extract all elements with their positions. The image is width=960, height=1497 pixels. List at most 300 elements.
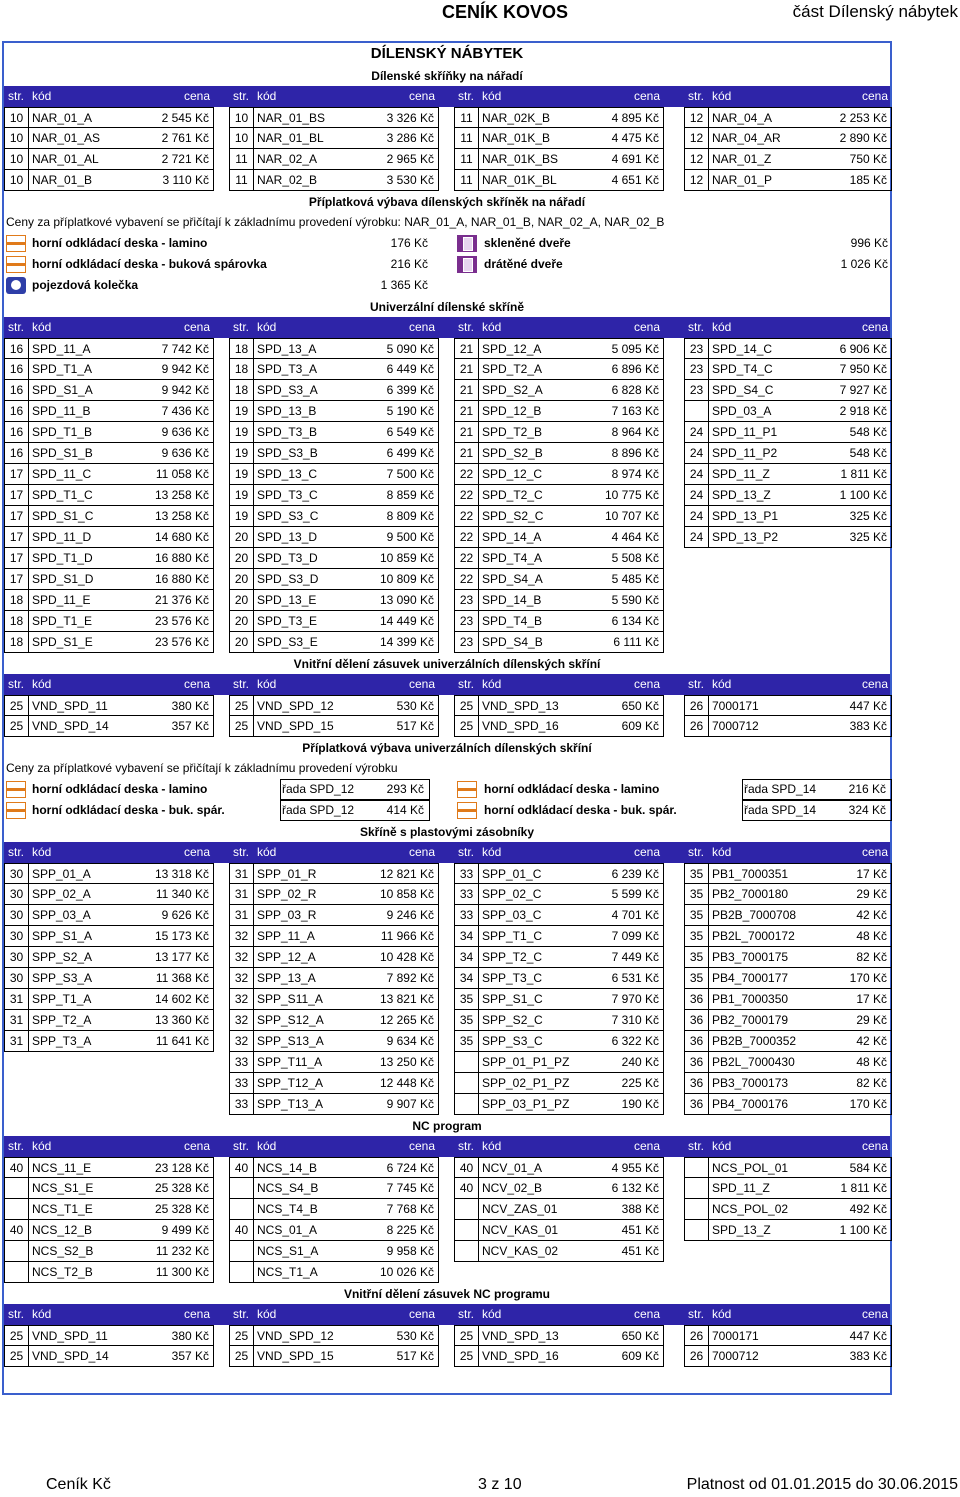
product-price: 6 399 Kč <box>386 383 434 397</box>
price-cell <box>4 590 214 611</box>
product-price: 8 225 Kč <box>386 1223 434 1237</box>
product-code: NCV_01_A <box>482 1161 543 1175</box>
product-price: 48 Kč <box>856 1055 887 1069</box>
product-code: 7000171 <box>712 1329 759 1343</box>
product-price: 8 964 Kč <box>611 425 659 439</box>
header-group <box>4 86 214 107</box>
product-price: 13 258 Kč <box>154 488 209 502</box>
option-price: 996 Kč <box>850 236 888 250</box>
product-price: 9 636 Kč <box>161 446 209 460</box>
product-price: 13 258 Kč <box>154 509 209 523</box>
product-code: SPP_02_A <box>32 887 91 901</box>
option-label: skleněné dveře <box>484 236 571 250</box>
product-price: 17 Kč <box>856 992 887 1006</box>
table-row <box>4 632 890 653</box>
page-ref: 10 <box>5 170 29 190</box>
page-ref: 21 <box>455 359 479 379</box>
table-row <box>4 359 890 380</box>
product-code: SPP_T1_C <box>482 929 543 943</box>
product-code: SPP_01_R <box>257 867 317 881</box>
page-ref: 10 <box>5 128 29 148</box>
page-ref: 26 <box>685 1346 709 1366</box>
page-ref: 40 <box>230 1158 254 1178</box>
price-cell <box>229 632 439 653</box>
page-ref: 12 <box>685 149 709 169</box>
header-kod: kód <box>482 845 502 859</box>
product-code: SPD_12_B <box>482 404 542 418</box>
product-code: SPP_S2_A <box>32 950 93 964</box>
product-code: NAR_04_A <box>712 111 773 125</box>
option-price: 1 026 Kč <box>840 257 888 271</box>
product-price: 447 Kč <box>849 699 887 713</box>
product-price: 12 821 Kč <box>379 867 434 881</box>
product-price: 2 253 Kč <box>839 111 887 125</box>
product-price: 3 286 Kč <box>386 131 434 145</box>
price-cell <box>454 611 664 632</box>
page-ref: 30 <box>5 864 29 884</box>
product-code: NCS_T1_E <box>32 1202 93 1216</box>
price-cell <box>4 1157 214 1178</box>
table-body <box>4 863 890 1115</box>
option-price: 293 Kč <box>386 782 424 796</box>
product-price: 2 761 Kč <box>161 131 209 145</box>
table-header <box>4 674 890 695</box>
page-ref <box>455 1073 479 1093</box>
product-code: 7000712 <box>712 719 759 733</box>
lamino-board-icon <box>6 781 26 798</box>
lamino-board-icon <box>457 802 477 819</box>
product-price: 2 965 Kč <box>386 152 434 166</box>
table-row <box>4 926 890 947</box>
price-cell <box>4 338 214 359</box>
table-row <box>4 1031 890 1052</box>
product-code: PB2B_7000352 <box>712 1034 797 1048</box>
product-price: 3 110 Kč <box>162 173 209 187</box>
table-header <box>4 1304 890 1325</box>
page-ref: 32 <box>230 989 254 1009</box>
price-cell <box>4 1031 214 1052</box>
price-cell <box>454 863 664 884</box>
product-price: 2 918 Kč <box>839 404 887 418</box>
page-ref: 35 <box>685 947 709 967</box>
product-price: 6 111 Kč <box>613 635 659 649</box>
price-cell <box>684 1346 892 1367</box>
header-group <box>454 1304 664 1325</box>
product-price: 225 Kč <box>621 1076 659 1090</box>
price-cell <box>229 569 439 590</box>
price-cell <box>454 1178 664 1199</box>
product-price: 15 173 Kč <box>154 929 209 943</box>
option-series: řada SPD_14 <box>744 782 817 796</box>
product-code: SPP_T3_C <box>482 971 543 985</box>
header-str: str. <box>8 320 25 334</box>
header-str: str. <box>688 89 705 103</box>
page-ref: 11 <box>230 149 254 169</box>
option-label: horní odkládací deska - buk. spár. <box>484 803 677 817</box>
price-cell <box>4 1241 214 1262</box>
page-ref: 22 <box>455 506 479 526</box>
option-label: drátěné dveře <box>484 257 563 271</box>
page-ref: 34 <box>455 926 479 946</box>
page-ref: 32 <box>230 947 254 967</box>
header-cena: cena <box>408 845 435 859</box>
product-code: PB2_7000179 <box>712 1013 789 1027</box>
price-cell <box>229 716 439 737</box>
page-ref: 31 <box>5 989 29 1009</box>
product-code: NAR_01_Z <box>712 152 772 166</box>
page-ref: 33 <box>455 864 479 884</box>
header-kod: kód <box>482 677 502 691</box>
product-code: SPD_T2_C <box>482 488 543 502</box>
header-str: str. <box>458 1139 475 1153</box>
page-ref: 21 <box>455 339 479 359</box>
page-ref: 16 <box>5 443 29 463</box>
product-code: SPD_S3_C <box>257 509 319 523</box>
price-cell <box>4 380 214 401</box>
product-code: SPP_S1_A <box>32 929 93 943</box>
product-code: SPD_S1_B <box>32 446 93 460</box>
page-ref: 36 <box>685 989 709 1009</box>
product-price: 6 134 Kč <box>611 614 659 628</box>
price-cell <box>4 1178 214 1199</box>
product-code: SPP_03_A <box>32 908 91 922</box>
section-title: Vnitřní dělení zásuvek univerzálních dílenských skříní <box>293 657 601 671</box>
price-cell <box>4 1346 214 1367</box>
product-code: SPP_03_R <box>257 908 317 922</box>
page-ref: 10 <box>230 108 254 128</box>
product-price: 650 Kč <box>621 1329 659 1343</box>
page-ref: 25 <box>230 696 254 716</box>
header-kod: kód <box>482 89 502 103</box>
price-cell <box>229 1241 439 1262</box>
price-cell <box>684 884 892 905</box>
page-ref: 11 <box>455 149 479 169</box>
header-kod: kód <box>482 1139 502 1153</box>
product-price: 10 858 Kč <box>379 887 434 901</box>
page-ref <box>685 1178 709 1198</box>
header-kod: kód <box>712 1307 732 1321</box>
header-kod: kód <box>32 89 52 103</box>
product-code: NCS_T1_A <box>257 1265 318 1279</box>
header-kod: kód <box>32 1307 52 1321</box>
product-price: 1 811 Kč <box>840 467 887 481</box>
table-row <box>4 947 890 968</box>
product-price: 6 828 Kč <box>611 383 659 397</box>
glass-door-icon <box>457 235 477 252</box>
product-code: SPD_11_Z <box>712 1181 770 1195</box>
page-ref <box>230 1178 254 1198</box>
price-cell <box>454 968 664 989</box>
product-price: 13 318 Kč <box>154 867 209 881</box>
page-ref: 12 <box>685 170 709 190</box>
table-row <box>4 611 890 632</box>
header-group <box>229 317 439 338</box>
price-cell <box>229 170 439 191</box>
price-cell <box>454 527 664 548</box>
product-code: PB2L_7000172 <box>712 929 795 943</box>
price-cell <box>4 107 214 128</box>
product-price: 6 499 Kč <box>386 446 434 460</box>
product-price: 17 Kč <box>856 867 887 881</box>
option-label: horní odkládací deska - lamino <box>484 782 660 796</box>
price-cell <box>454 926 664 947</box>
page-ref: 16 <box>5 380 29 400</box>
header-kod: kód <box>32 320 52 334</box>
header-group <box>4 674 214 695</box>
product-price: 357 Kč <box>171 719 209 733</box>
price-cell <box>229 611 439 632</box>
price-cell <box>684 947 892 968</box>
header-str: str. <box>8 1307 25 1321</box>
price-cell <box>454 989 664 1010</box>
page-ref: 24 <box>685 443 709 463</box>
product-price: 750 Kč <box>849 152 887 166</box>
table-body <box>4 695 890 737</box>
header-cena: cena <box>633 89 660 103</box>
header-cena: cena <box>408 320 435 334</box>
product-code: SPP_T11_A <box>257 1055 323 1069</box>
header-cena: cena <box>861 845 888 859</box>
header-cena: cena <box>861 320 888 334</box>
product-price: 10 026 Kč <box>379 1265 434 1279</box>
price-cell <box>229 1178 439 1199</box>
table-row <box>4 1073 890 1094</box>
product-price: 530 Kč <box>396 1329 434 1343</box>
price-cell <box>454 1199 664 1220</box>
product-price: 9 500 Kč <box>386 530 434 544</box>
price-cell <box>4 611 214 632</box>
page-ref: 21 <box>455 443 479 463</box>
product-price: 13 821 Kč <box>379 992 434 1006</box>
price-cell <box>684 863 892 884</box>
page-ref <box>685 401 709 421</box>
product-code: PB2L_7000430 <box>712 1055 795 1069</box>
product-price: 11 966 Kč <box>380 929 434 943</box>
header-cena: cena <box>633 677 660 691</box>
price-cell <box>454 695 664 716</box>
table-row <box>4 149 890 170</box>
product-price: 11 300 Kč <box>155 1265 209 1279</box>
price-cell <box>684 905 892 926</box>
header-str: str. <box>458 677 475 691</box>
product-code: SPD_S1_C <box>32 509 94 523</box>
product-price: 8 896 Kč <box>611 446 659 460</box>
table-row <box>4 695 890 716</box>
page-ref: 33 <box>230 1073 254 1093</box>
price-cell <box>229 422 439 443</box>
header-cena: cena <box>183 89 210 103</box>
price-cell <box>684 401 892 422</box>
product-code: SPP_S13_A <box>257 1034 324 1048</box>
option-label: pojezdová kolečka <box>32 278 139 292</box>
product-price: 1 100 Kč <box>839 488 887 502</box>
price-cell <box>4 863 214 884</box>
section-note: Ceny za příplatkové vybavení se přičítají k základnímu provedení výrobku: NAR_01_A, NAR_01_B, NAR_02_A, NAR_02_B <box>6 215 665 229</box>
product-price: 2 545 Kč <box>161 111 209 125</box>
table-body <box>4 107 890 191</box>
header-group <box>229 1136 439 1157</box>
product-code: VND_SPD_13 <box>482 1329 559 1343</box>
section-title: Vnitřní dělení zásuvek NC programu <box>343 1287 551 1301</box>
price-cell <box>454 128 664 149</box>
header-part: část Dílenský nábytek <box>792 2 958 21</box>
page-ref: 23 <box>455 632 479 652</box>
product-code: VND_SPD_13 <box>482 699 559 713</box>
product-price: 1 100 Kč <box>839 1223 887 1237</box>
page-ref <box>455 1241 479 1261</box>
header-group <box>684 674 892 695</box>
option-price: 216 Kč <box>390 257 428 271</box>
header-kod: kód <box>482 1307 502 1321</box>
page-ref <box>455 1199 479 1219</box>
product-price: 6 322 Kč <box>611 1034 659 1048</box>
header-group <box>229 86 439 107</box>
product-price: 383 Kč <box>849 719 887 733</box>
header-cena: cena <box>183 320 210 334</box>
product-price: 3 530 Kč <box>386 173 434 187</box>
product-code: NAR_02K_B <box>482 111 551 125</box>
price-cell <box>684 170 892 191</box>
product-price: 14 399 Kč <box>379 635 434 649</box>
product-price: 4 475 Kč <box>611 131 659 145</box>
price-cell <box>229 968 439 989</box>
product-price: 12 448 Kč <box>379 1076 434 1090</box>
page-ref: 33 <box>455 905 479 925</box>
table-row <box>4 338 890 359</box>
product-price: 170 Kč <box>849 1097 887 1111</box>
product-price: 48 Kč <box>856 929 887 943</box>
page-ref: 32 <box>230 926 254 946</box>
product-code: NCV_ZAS_01 <box>482 1202 558 1216</box>
option-row <box>4 254 890 275</box>
product-code: 7000712 <box>712 1349 759 1363</box>
page-ref: 25 <box>455 696 479 716</box>
product-price: 10 809 Kč <box>379 572 434 586</box>
price-cell <box>229 1220 439 1241</box>
product-price: 517 Kč <box>396 1349 434 1363</box>
footer-validity: Platnost od 01.01.2015 do 30.06.2015 <box>686 1476 958 1493</box>
page-ref: 11 <box>230 170 254 190</box>
page-ref: 33 <box>455 884 479 904</box>
page-ref: 21 <box>455 422 479 442</box>
price-cell <box>229 989 439 1010</box>
page-ref: 22 <box>455 569 479 589</box>
header-cena: cena <box>183 677 210 691</box>
page-ref: 19 <box>230 422 254 442</box>
product-price: 4 701 Kč <box>611 908 659 922</box>
page-ref: 19 <box>230 464 254 484</box>
option-label: horní odkládací deska - buková spárovka <box>32 257 267 271</box>
price-cell <box>684 989 892 1010</box>
product-price: 14 680 Kč <box>154 530 209 544</box>
product-price: 8 974 Kč <box>611 467 659 481</box>
product-price: 11 641 Kč <box>155 1034 209 1048</box>
page-ref: 18 <box>230 339 254 359</box>
product-code: SPD_03_A <box>712 404 772 418</box>
product-price: 4 895 Kč <box>611 111 659 125</box>
page-ref: 16 <box>5 339 29 359</box>
product-price: 190 Kč <box>621 1097 659 1111</box>
page-ref: 17 <box>5 527 29 547</box>
product-price: 447 Kč <box>849 1329 887 1343</box>
price-cell <box>454 380 664 401</box>
page-ref: 23 <box>685 339 709 359</box>
page-ref: 31 <box>230 905 254 925</box>
product-price: 6 549 Kč <box>386 425 434 439</box>
header-group <box>684 86 892 107</box>
page-ref: 20 <box>230 548 254 568</box>
page-ref: 24 <box>685 506 709 526</box>
page-ref: 36 <box>685 1052 709 1072</box>
product-code: PB3_7000175 <box>712 950 789 964</box>
header-str: str. <box>458 845 475 859</box>
header-kod: kód <box>257 89 277 103</box>
product-code: SPP_11_A <box>257 929 315 943</box>
header-group <box>4 842 214 863</box>
price-cell <box>454 1325 664 1346</box>
page-ref <box>455 1052 479 1072</box>
header-str: str. <box>8 845 25 859</box>
product-price: 14 602 Kč <box>154 992 209 1006</box>
price-cell <box>4 716 214 737</box>
product-code: SPD_T1_A <box>32 362 93 376</box>
product-code: PB4_7000177 <box>712 971 789 985</box>
product-code: SPD_T4_A <box>482 551 543 565</box>
page-ref: 19 <box>230 443 254 463</box>
product-price: 9 907 Kč <box>386 1097 434 1111</box>
table-row <box>4 107 890 128</box>
page-ref: 33 <box>230 1052 254 1072</box>
page-ref: 18 <box>5 632 29 652</box>
product-price: 185 Kč <box>849 173 887 187</box>
header-str: str. <box>233 845 250 859</box>
product-price: 9 942 Kč <box>161 383 209 397</box>
price-cell <box>4 569 214 590</box>
lamino-board-icon <box>6 802 26 819</box>
product-code: VND_SPD_11 <box>32 1329 108 1343</box>
product-code: SPD_S1_E <box>32 635 93 649</box>
product-price: 23 576 Kč <box>154 635 209 649</box>
product-code: NCS_T2_B <box>32 1265 93 1279</box>
product-code: NCS_11_E <box>32 1161 92 1175</box>
product-price: 11 368 Kč <box>155 971 209 985</box>
product-price: 7 745 Kč <box>386 1181 434 1195</box>
header-str: str. <box>8 89 25 103</box>
header-group <box>454 674 664 695</box>
price-cell <box>684 338 892 359</box>
table-row <box>4 1052 890 1073</box>
page-ref: 26 <box>685 1326 709 1346</box>
price-cell <box>229 884 439 905</box>
product-price: 8 859 Kč <box>386 488 434 502</box>
header-cena: cena <box>633 845 660 859</box>
product-code: NCS_POL_01 <box>712 1161 789 1175</box>
product-code: NCV_02_B <box>482 1181 543 1195</box>
price-cell <box>454 1052 664 1073</box>
page-ref: 40 <box>455 1158 479 1178</box>
price-cell <box>4 422 214 443</box>
price-cell <box>454 548 664 569</box>
product-price: 10 859 Kč <box>379 551 434 565</box>
price-cell <box>684 1325 892 1346</box>
product-price: 7 500 Kč <box>386 467 434 481</box>
price-cell <box>229 506 439 527</box>
table-row <box>4 569 890 590</box>
product-code: VND_SPD_14 <box>32 1349 109 1363</box>
section-title: Příplatková výbava univerzálních dílenských skříní <box>302 741 592 755</box>
product-code: SPP_T13_A <box>257 1097 324 1111</box>
page-ref <box>5 1199 29 1219</box>
